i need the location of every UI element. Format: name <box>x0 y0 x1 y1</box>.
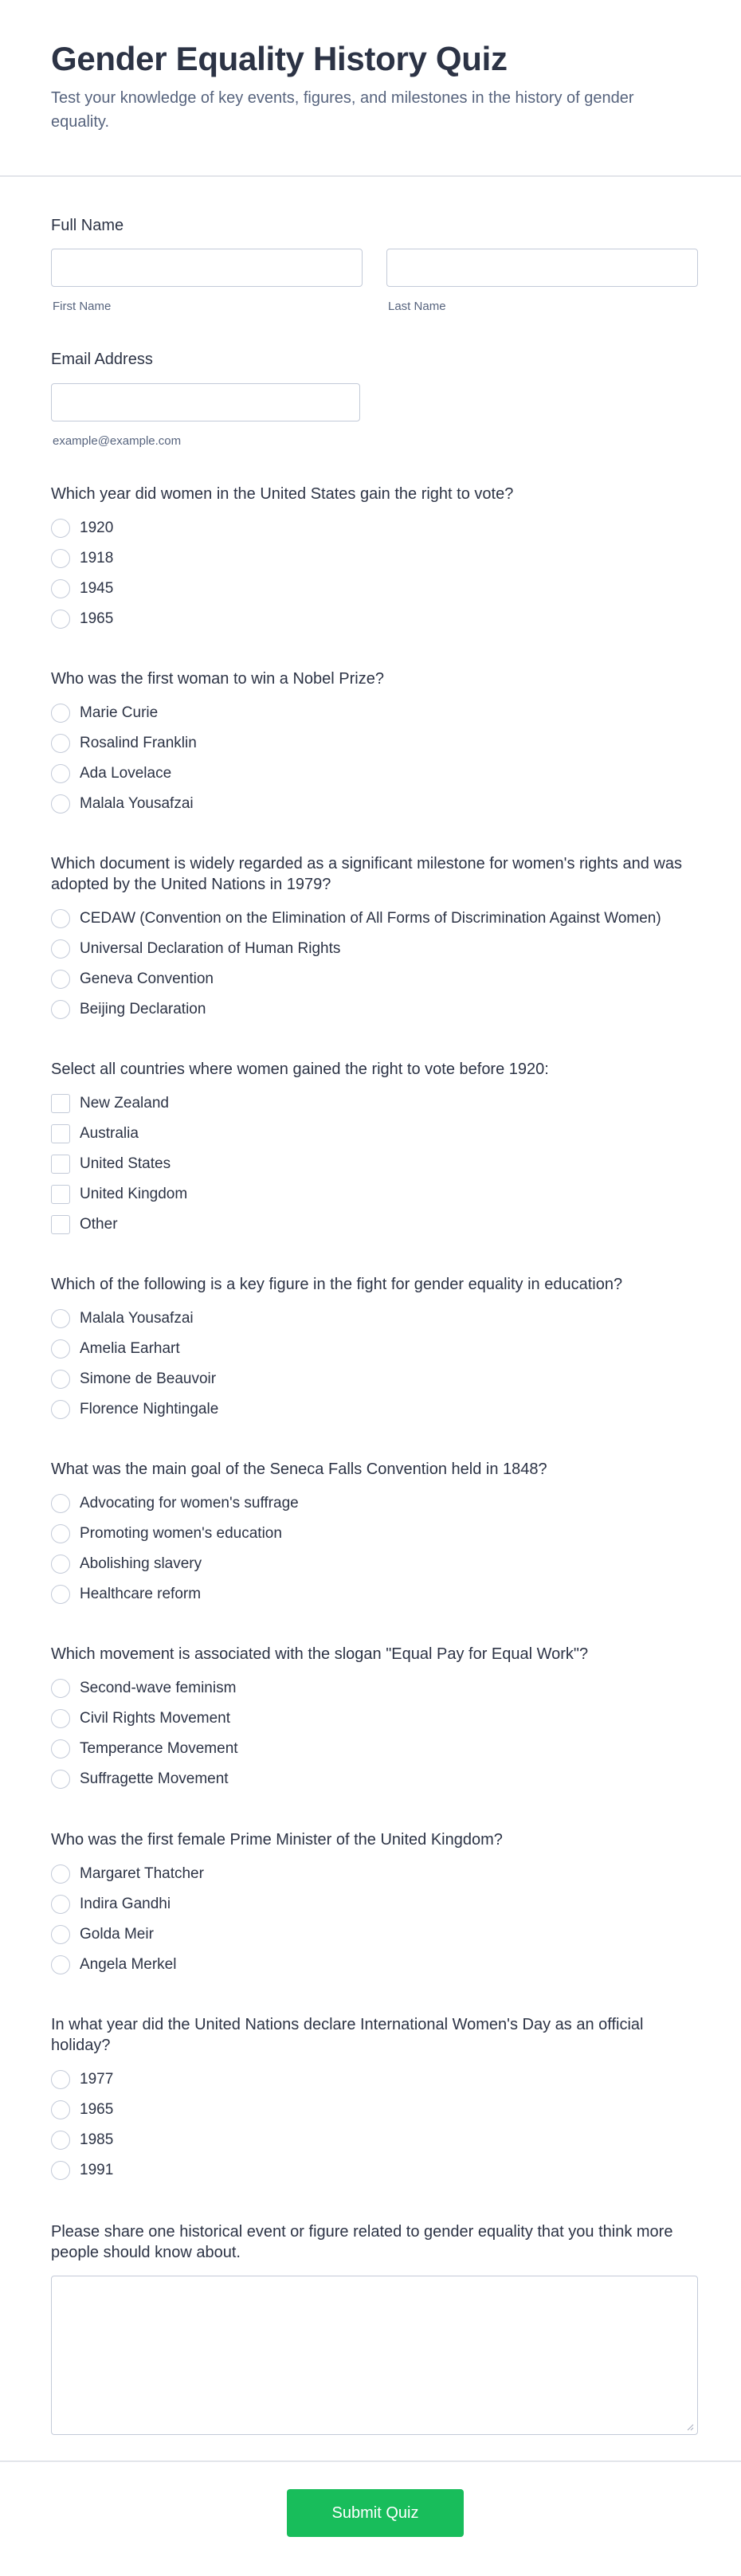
radio-button[interactable] <box>51 1770 70 1789</box>
question-8-label: Who was the first female Prime Minister of the United Kingdom? <box>51 1831 503 1849</box>
checkbox[interactable] <box>51 1185 70 1204</box>
question-6-option-2[interactable]: Promoting women's education <box>51 1523 282 1545</box>
radio-button[interactable] <box>51 1309 70 1328</box>
radio-button[interactable] <box>51 1864 70 1884</box>
checkbox[interactable] <box>51 1124 70 1143</box>
question-7-label: Which movement is associated with the slogan "Equal Pay for Equal Work"? <box>51 1645 589 1663</box>
radio-button[interactable] <box>51 1339 70 1359</box>
radio-button[interactable] <box>51 1370 70 1389</box>
question-4-option-5[interactable]: Other <box>51 1214 118 1236</box>
radio-button[interactable] <box>51 1000 70 1019</box>
question-9-option-1[interactable]: 1977 <box>51 2068 113 2091</box>
question-1-label: Which year did women in the United States gain the right to vote? <box>51 485 514 503</box>
radio-button[interactable] <box>51 794 70 814</box>
question-2-option-4[interactable]: Malala Yousafzai <box>51 793 194 815</box>
radio-button[interactable] <box>51 2161 70 2180</box>
radio-button[interactable] <box>51 1494 70 1513</box>
question-6-label: What was the main goal of the Seneca Falls Convention held in 1848? <box>51 1461 547 1478</box>
question-6-option-1[interactable]: Advocating for women's suffrage <box>51 1492 299 1515</box>
question-9-option-2[interactable]: 1965 <box>51 2099 113 2121</box>
question-4-option-2[interactable]: Australia <box>51 1123 139 1145</box>
question-5-option-3[interactable]: Simone de Beauvoir <box>51 1368 216 1390</box>
open-question-label: Please share one historical event or figure related to gender equality that you think more people should know about. <box>51 2223 673 2261</box>
open-question-textarea[interactable] <box>51 2276 698 2435</box>
question-7-option-2[interactable]: Civil Rights Movement <box>51 1708 230 1730</box>
question-5-option-1[interactable]: Malala Yousafzai <box>51 1308 194 1330</box>
question-4-label: Select all countries where women gained the right to vote before 1920: <box>51 1061 549 1078</box>
checkbox[interactable] <box>51 1094 70 1113</box>
question-8-option-2[interactable]: Indira Gandhi <box>51 1893 171 1915</box>
radio-button[interactable] <box>51 579 70 598</box>
question-3-option-4[interactable]: Beijing Declaration <box>51 998 206 1021</box>
question-5-option-4[interactable]: Florence Nightingale <box>51 1398 218 1421</box>
radio-button[interactable] <box>51 1679 70 1698</box>
last-name-sublabel: Last Name <box>388 300 446 313</box>
full-name-label: Full Name <box>51 217 124 234</box>
radio-button[interactable] <box>51 734 70 753</box>
form-header <box>0 0 741 177</box>
radio-button[interactable] <box>51 1925 70 1944</box>
question-7-option-4[interactable]: Suffragette Movement <box>51 1768 229 1790</box>
radio-button[interactable] <box>51 2131 70 2150</box>
question-2-option-2[interactable]: Rosalind Franklin <box>51 732 197 755</box>
email-input[interactable] <box>51 383 360 421</box>
radio-button[interactable] <box>51 1955 70 1974</box>
question-9-label: In what year did the United Nations declare International Women's Day as an official holiday? <box>51 2016 644 2054</box>
question-8-option-3[interactable]: Golda Meir <box>51 1923 154 1946</box>
first-name-input[interactable] <box>51 249 363 287</box>
question-9-option-4[interactable]: 1991 <box>51 2159 113 2182</box>
question-4-option-3[interactable]: United States <box>51 1153 171 1175</box>
radio-button[interactable] <box>51 970 70 989</box>
radio-button[interactable] <box>51 909 70 928</box>
radio-button[interactable] <box>51 1739 70 1759</box>
question-5-label: Which of the following is a key figure in the fight for gender equality in education? <box>51 1276 623 1293</box>
radio-button[interactable] <box>51 704 70 723</box>
radio-button[interactable] <box>51 549 70 568</box>
question-3-option-2[interactable]: Universal Declaration of Human Rights <box>51 938 340 960</box>
question-6-option-3[interactable]: Abolishing slavery <box>51 1553 202 1575</box>
radio-button[interactable] <box>51 1709 70 1728</box>
radio-button[interactable] <box>51 2100 70 2119</box>
radio-button[interactable] <box>51 1585 70 1604</box>
question-7-option-1[interactable]: Second-wave feminism <box>51 1677 236 1700</box>
question-4-option-1[interactable]: New Zealand <box>51 1092 169 1115</box>
form-title: Gender Equality History Quiz <box>51 40 508 77</box>
question-1-option-2[interactable]: 1918 <box>51 547 113 570</box>
email-label: Email Address <box>51 351 153 368</box>
submit-button[interactable]: Submit Quiz <box>287 2489 464 2537</box>
question-1-option-3[interactable]: 1945 <box>51 578 113 600</box>
question-3-label: Which document is widely regarded as a significant milestone for women's rights and was adopted by the United Nations in 1979? <box>51 855 682 893</box>
question-2-option-1[interactable]: Marie Curie <box>51 702 158 724</box>
question-6-option-4[interactable]: Healthcare reform <box>51 1583 201 1606</box>
question-9-option-3[interactable]: 1985 <box>51 2129 113 2151</box>
question-8-option-1[interactable]: Margaret Thatcher <box>51 1863 204 1885</box>
last-name-input[interactable] <box>386 249 698 287</box>
radio-button[interactable] <box>51 1400 70 1419</box>
radio-button[interactable] <box>51 1555 70 1574</box>
question-8-option-4[interactable]: Angela Merkel <box>51 1954 176 1976</box>
radio-button[interactable] <box>51 610 70 629</box>
question-7-option-3[interactable]: Temperance Movement <box>51 1738 238 1760</box>
resize-handle-icon[interactable] <box>686 2423 694 2431</box>
question-3-option-1[interactable]: CEDAW (Convention on the Elimination of All Forms of Discrimination Against Women) <box>51 908 661 930</box>
question-4-option-4[interactable]: United Kingdom <box>51 1183 187 1206</box>
question-1-option-4[interactable]: 1965 <box>51 608 113 630</box>
radio-button[interactable] <box>51 939 70 959</box>
checkbox[interactable] <box>51 1215 70 1234</box>
radio-button[interactable] <box>51 2070 70 2089</box>
checkbox[interactable] <box>51 1155 70 1174</box>
radio-button[interactable] <box>51 764 70 783</box>
footer-divider <box>0 2460 741 2462</box>
question-3-option-3[interactable]: Geneva Convention <box>51 968 214 990</box>
question-2-option-3[interactable]: Ada Lovelace <box>51 763 171 785</box>
form-subtitle: Test your knowledge of key events, figures, and milestones in the history of gender equality. <box>51 89 634 131</box>
first-name-sublabel: First Name <box>53 300 112 313</box>
question-1-option-1[interactable]: 1920 <box>51 517 113 539</box>
email-sublabel: example@example.com <box>53 434 182 448</box>
radio-button[interactable] <box>51 1524 70 1543</box>
question-5-option-2[interactable]: Amelia Earhart <box>51 1338 180 1360</box>
radio-button[interactable] <box>51 1895 70 1914</box>
radio-button[interactable] <box>51 519 70 538</box>
question-2-label: Who was the first woman to win a Nobel Prize? <box>51 670 384 688</box>
